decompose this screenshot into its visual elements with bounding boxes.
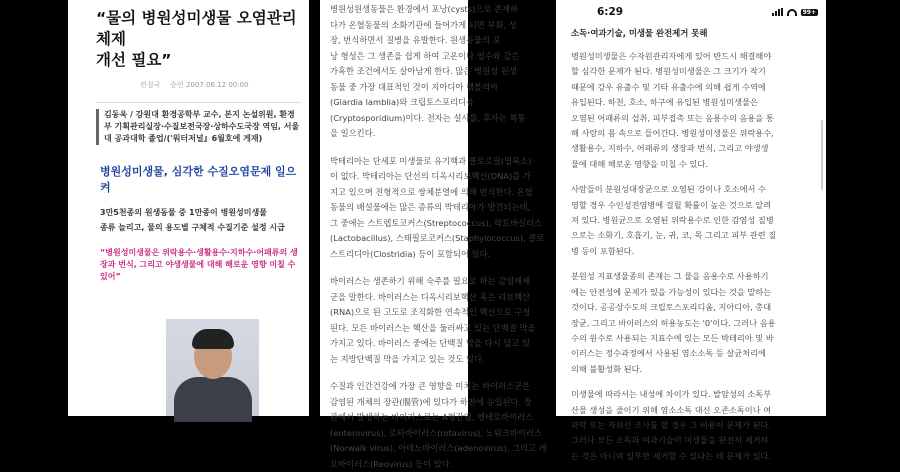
publish-date: 승인 2007.06.12 00:00	[170, 80, 248, 90]
text-line: 사람들이 분원성대장균으로 오염된 강이나 호소에서 수	[571, 182, 821, 197]
body-paragraph	[571, 269, 821, 377]
text-line: 물에 대해 해로운 영향을 미칠 수 있다.	[571, 157, 821, 172]
body-paragraph	[571, 387, 821, 464]
text-line: 병원성미생물은 수자원관리자에게 있어 반드시 해결해야	[571, 49, 821, 64]
text-line: 그러나 모든 소독과 여과기술이 미생물을 완전히 제거하	[571, 433, 821, 448]
headline-line: 개선 필요”	[96, 50, 301, 71]
text-line: 병 등이 포함된다.	[571, 244, 821, 259]
text-line: 오바이러스(Reovirus) 등이 있다.	[330, 457, 466, 472]
text-line: 그 중에는 스트렙토코커스(Streptococcus), 락토바실러스	[330, 216, 466, 232]
text-line: 다가 온혈동물의 소화기관에 들어가게 되면 부화, 성	[330, 18, 466, 34]
text-line: 는 것은 아니며 일부만 제거할 수 있다는 데 문제가 있다.	[571, 449, 821, 464]
text-line: 스트리디아(Clostridia) 등이 포함되어 있다.	[330, 247, 466, 263]
scrollbar[interactable]	[821, 120, 823, 190]
phone-screen-column	[556, 0, 826, 416]
status-time: 6:29	[597, 6, 623, 18]
lead-line: 3만5천종의 원생동물 중 1만종이 병원성미생물	[100, 205, 301, 220]
signal-icon	[772, 8, 783, 16]
quote-line: 있어”	[100, 271, 301, 283]
article-header-column	[68, 0, 309, 416]
lead-text	[100, 205, 301, 235]
text-line: 분원성 지표생물종의 존재는 그 물을 음용수로 사용하기	[571, 269, 821, 284]
text-line: 할 심각한 문제가 된다. 병원성미생물은 그 크기가 작기	[571, 64, 821, 79]
reporter: 편집국	[140, 80, 160, 90]
text-line: 에는 안전성에 문제가 있을 가능성이 있다는 것을 말하는	[571, 285, 821, 300]
text-line: 때문에 강우 유출수 및 기타 유출수에 의해 쉽게 수역에	[571, 80, 821, 95]
quote-line: 장과 번식, 그리고 야생생물에 대해 해로운 영향 미칠 수	[100, 259, 301, 271]
text-line: 으로는 소화기, 호흡기, 눈, 귀, 코, 목 그리고 피부 관련 질	[571, 228, 821, 243]
wifi-icon	[787, 9, 797, 16]
article-body-column	[320, 0, 468, 416]
text-line: 산물 생성을 줄이기 위해 염소소독 대신 오존소독이나 여	[571, 403, 821, 418]
text-line: 박테리아는 단세포 미생물로 유기핵과 클로로필(엽록소)	[330, 154, 466, 170]
author-photo	[166, 319, 259, 416]
status-icons	[772, 8, 818, 16]
text-line: 장균, 그리고 바이러스의 허용농도는 '0'이다. 그러나 음용	[571, 316, 821, 331]
text-line: 지고 있으며 전형적으로 쌍체분열에 의해 번식한다. 온혈	[330, 185, 466, 201]
text-line: 된다. 모든 바이러스는 핵산을 둘러싸고 있는 단백질 막을	[330, 321, 466, 337]
photo-hair-shape	[192, 329, 234, 349]
text-line: (Lactobacillus), 스태필로코커스(Staphylococcus), 클로	[330, 231, 466, 247]
text-line: 동물 중 가장 대표적인 것이 지아디아 램블리아	[330, 80, 466, 96]
text-line: 미생물에 따라서는 내성에 차이가 있다. 발암성의 소독부	[571, 387, 821, 402]
text-line: 오염된 어패류의 섭취, 피부접촉 또는 음용수의 음용을 통	[571, 111, 821, 126]
text-line: 감염된 개체의 장관(腸管)에 있다가 하천에 유입된다. 장	[330, 395, 466, 411]
article-meta	[140, 80, 309, 90]
text-line: 동물의 배설물에는 많은 종류의 박테리아가 발견되는데,	[330, 200, 466, 216]
status-bar	[556, 0, 826, 22]
subheading: 병원성미생물, 심각한 수질오염문제 일으켜	[100, 163, 303, 195]
text-line: 이 없다. 박테리아는 단선의 디옥시리보핵산(DNA)를 가	[330, 169, 466, 185]
text-line: 져 있다. 병원균으로 오염된 위락용수로 인한 감염성 질병	[571, 213, 821, 228]
text-line: 영할 경우 수인성전염병에 걸릴 확률이 높은 것으로 알려	[571, 198, 821, 213]
text-line: 것이다. 공공상수도의 크립토스포리디움, 지아디아, 총대	[571, 300, 821, 315]
text-line: 을 일으킨다.	[330, 126, 466, 142]
text-line: 유입된다. 하천, 호소, 하구에 유입된 병원성미생물은	[571, 95, 821, 110]
battery-icon: 99+	[801, 9, 818, 16]
text-line: (RNA)으로 된 고도로 조직화한 연속적인 핵산으로 구성	[330, 305, 466, 321]
author-line: 부 기획관리실장·수질보전국장·상하수도국장 역임, 서울	[104, 121, 303, 133]
text-line: 과막 또는 자외선 조사를 할 경우 그 비용이 문제가 된다.	[571, 418, 821, 433]
text-line: 이러스는 정수과정에서 사용된 염소소독 등 살균처리에	[571, 346, 821, 361]
body-paragraph	[571, 182, 821, 259]
text-line: 가지고 있다. 바이러스 중에는 단백질 막을 다시 덮고 있	[330, 336, 466, 352]
text-line: (Giardia lamblia)와 크립토스포리디움	[330, 95, 466, 111]
text-line: 생활용수, 지하수, 어패류의 생장과 번식, 그리고 야생생	[571, 141, 821, 156]
body-paragraph	[330, 274, 466, 367]
photo-body-shape	[174, 377, 252, 422]
text-line: 수질과 인간건강에 가장 큰 영향을 미치는 바이러스군은	[330, 379, 466, 395]
text-line: 낭 형성은 그 생존을 쉽게 하여 고온이나 염수와 같은	[330, 49, 466, 65]
author-line: 대 공과대학 졸업/('워터저널』6월호에 게재)	[104, 133, 303, 145]
author-box	[96, 109, 303, 145]
body-paragraph	[330, 2, 466, 142]
text-line: 의해 불활성화 된다.	[571, 362, 821, 377]
text-line: (Cryptosporidium)이다. 전자는 설사를, 후자는 복통	[330, 111, 466, 127]
text-line: 군을 말한다. 바이러스는 디옥시리보핵산 혹은 리보핵산	[330, 290, 466, 306]
text-line: 해 사람의 몸 속으로 들어간다. 병원성미생물은 위락용수,	[571, 126, 821, 141]
text-line: (Norwalk virus), 아데노바이러스(adenovirus), 그리고 레	[330, 441, 466, 457]
pull-quote	[100, 247, 301, 283]
body-paragraph	[330, 379, 466, 472]
text-line: 는 지방단백질 막을 가지고 있는 것도 있다.	[330, 352, 466, 368]
text-line: (enterovirus), 로타바이러스(rotavirus), 노워크바이러스	[330, 426, 466, 442]
headline	[96, 8, 301, 71]
text-line: 바이러스는 생존하기 위해 숙주를 필요로 하는 감염매체	[330, 274, 466, 290]
quote-line: “병원성미생물은 위락용수·생활용수·지하수·어패류의 생	[100, 247, 301, 259]
author-line: 김동욱 / 강원대 환경공학부 교수, 본지 논설위원, 환경	[104, 109, 303, 121]
text-line: 관에서 발생하는 바이러스로는 A형간염, 엔테로바이러스	[330, 410, 466, 426]
text-line: 가혹한 조건에서도 살아남게 한다. 많은 병원성 원생	[330, 64, 466, 80]
lead-line: 종류 늘리고, 물의 용도별 구체적 수질기준 설정 시급	[100, 220, 301, 235]
text-line: 장, 번식하면서 질병을 유발한다. 원생동물의 포	[330, 33, 466, 49]
divider	[96, 102, 301, 103]
body-paragraph	[330, 154, 466, 263]
headline-line: “물의 병원성미생물 오염관리체제	[96, 8, 301, 50]
section-heading: 소독·여과기술, 미생물 완전제거 못해	[571, 27, 826, 39]
body-paragraph	[571, 49, 821, 172]
text-line: 수의 원수로 사용되는 지표수에 있는 모든 박테리아 및 바	[571, 331, 821, 346]
text-line: 병원성원생동물은 환경에서 포낭(cysts)으로 존재하	[330, 2, 466, 18]
